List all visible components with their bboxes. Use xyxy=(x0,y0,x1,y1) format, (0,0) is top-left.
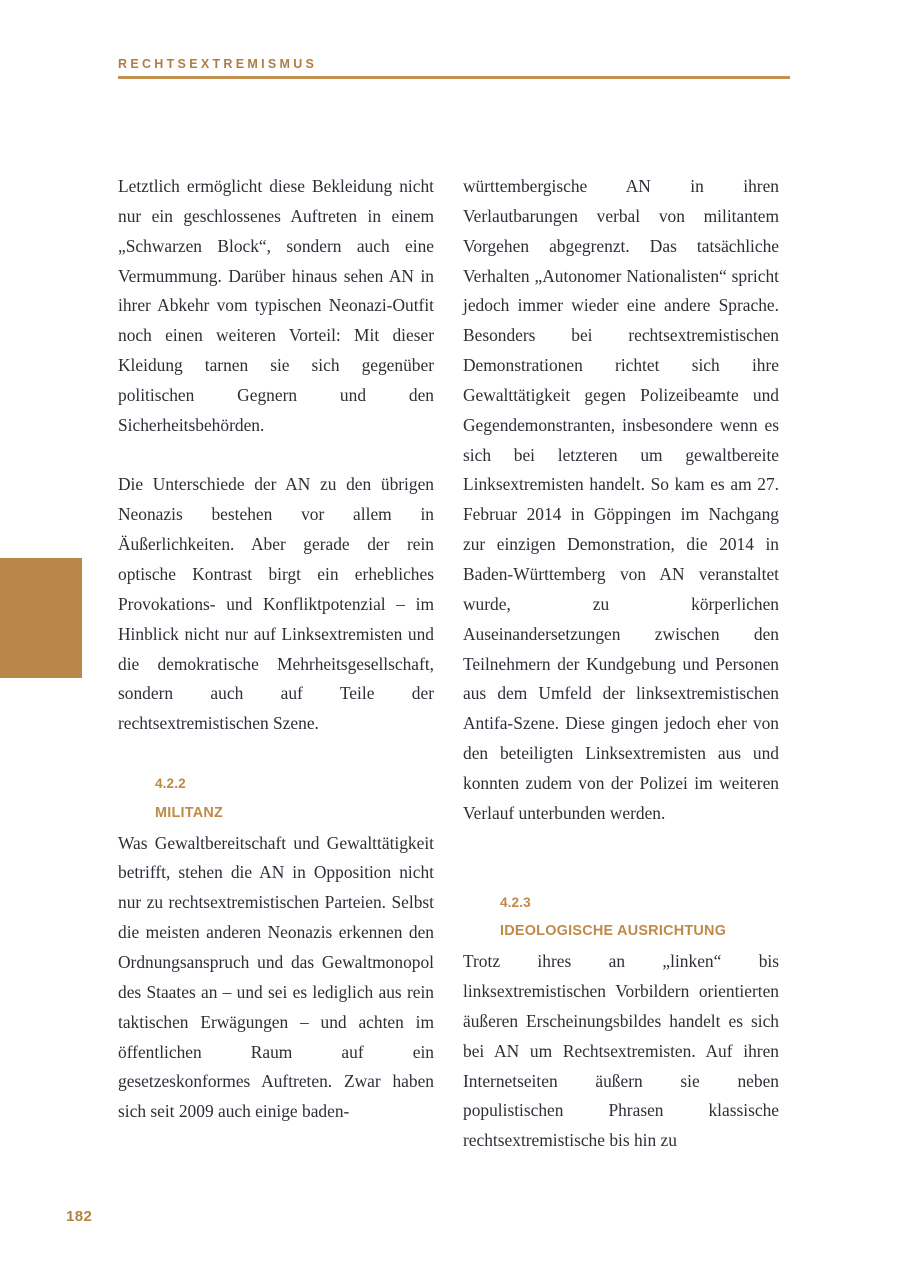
running-header xyxy=(118,56,790,72)
section-number: 4.2.3 xyxy=(500,894,531,910)
paragraph: württembergische AN in ihren Verlautbarungen verbal von militantem Vorgehen abgegrenzt. Das tatsächliche Verhalten „Autonomer Nationalisten“ spricht jedoch immer wieder eine andere Sprache. Besonders bei rechtsextremistischen Demonstrationen richtet sich ihre Gewalttätigkeit gegen Polizeibeamte und Gegendemonstranten, insbesondere wenn es sich bei letzteren um gewaltbereite Linksextremisten handelt. So kam es am 27. Februar 2014 in Göppingen im Nachgang zur einzigen Demonstration, die 2014 in Baden-Württemberg von AN veranstaltet wurde, zu körperlichen Auseinandersetzungen zwischen den Teilnehmern der Kundgebung und Personen aus dem Umfeld der linksextremistischen Antifa-Szene. Diese gingen jedoch eher von den beteiligten Linksextremisten aus und konnten zudem von der Polizei im weiteren Verlauf unterbunden werden. xyxy=(463,176,779,823)
text-column-left xyxy=(118,172,434,1127)
section-title: IDEOLOGISCHE AUSRICHTUNG xyxy=(500,923,727,940)
paragraph: Trotz ihres an „linken“ bis linksextremistischen Vorbildern orientierten äußeren Erscheinungsbildes handelt es sich bei AN um Rechtsextremisten. Auf ihren Internetseiten äußern sie neben populistischen Phrasen klassische rechtsextremistische bis hin zu xyxy=(463,951,779,1151)
section-title: MILITANZ xyxy=(155,804,224,821)
header-rule xyxy=(118,76,790,79)
text-column-right xyxy=(463,172,779,1156)
paragraph: Was Gewaltbereitschaft und Gewalttätigkeit betrifft, stehen die AN in Opposition nicht nur zu rechtsextremistischen Parteien. Selbst die meisten anderen Neonazis erkennen den Ordnungsanspruch und das Gewaltmonopol des Staates an – und sei es lediglich aus rein taktischen Erwägungen – und achten im öffentlichen Raum auf ein gesetzeskonformes Auftreten. Zwar haben sich seit 2009 auch einige baden- xyxy=(118,832,434,1122)
paragraph: Die Unterschiede der AN zu den übrigen Neonazis bestehen vor allem in Äußerlichkeiten. Aber gerade der rein optische Kontrast birgt ein erhebliches Provokations- und Konfliktpotenzial – im Hinblick nicht nur auf Linksextremisten und die demokratische Mehrheitsgesellschaft, sondern auch auf Teile der rechtsextremistischen Szene. xyxy=(118,474,434,734)
paragraph: Letztlich ermöglicht diese Bekleidung nicht nur ein geschlossenes Auftreten in einem „Schwarzen Block“, sondern auch eine Vermummung. Darüber hinaus sehen AN in ihrer Abkehr vom typischen Neonazi-Outfit noch einen weiteren Vorteil: Mit dieser Kleidung tarnen sie sich gegenüber politischen Gegnern und den Sicherheitsbehörden. xyxy=(118,176,434,435)
section-heading-422 xyxy=(118,769,434,829)
section-heading-423 xyxy=(463,888,779,948)
page-number: 182 xyxy=(66,1208,93,1225)
running-header-text: RECHTSEXTREMISMUS xyxy=(118,57,318,71)
thumb-index-tab xyxy=(0,558,82,678)
section-number: 4.2.2 xyxy=(155,775,186,791)
